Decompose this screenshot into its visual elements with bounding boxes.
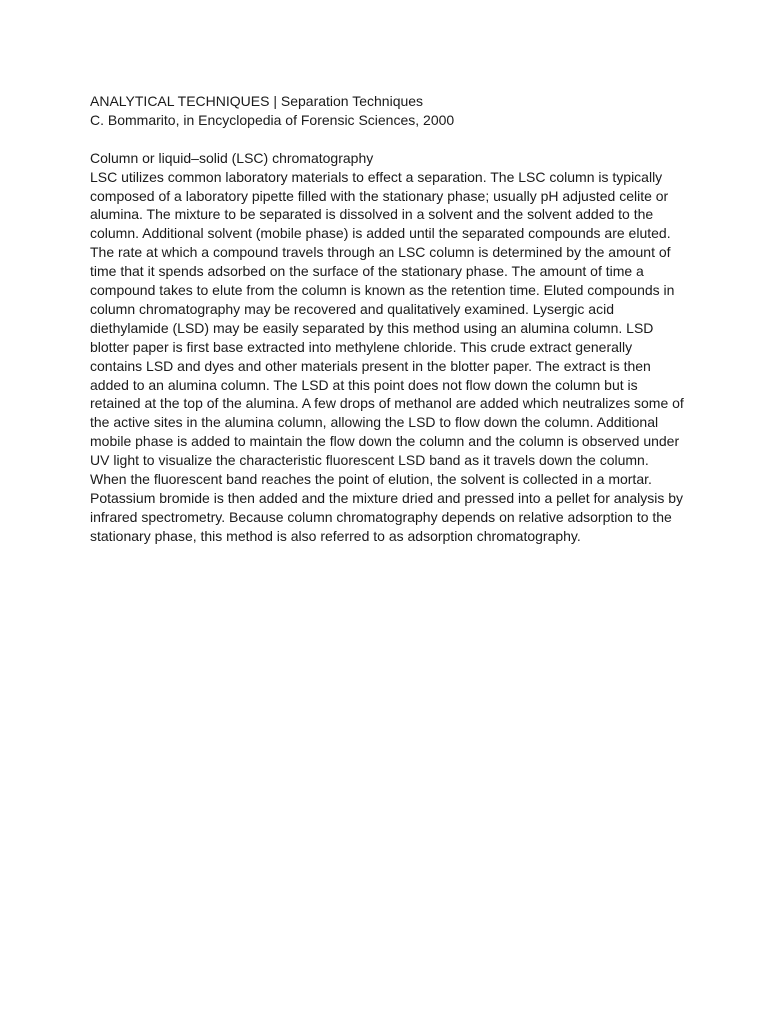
- body-line: column chromatography may be recovered and qualitatively examined. Lysergic acid: [90, 300, 614, 317]
- body-line: compound takes to elute from the column is known as the retention time. Eluted compounds in: [90, 282, 675, 299]
- document-page: [90, 92, 690, 546]
- body-line: the active sites in the alumina column, allowing the LSD to flow down the column. Additional: [90, 414, 659, 431]
- body-line: stationary phase, this method is also referred to as adsorption chromatography.: [90, 527, 581, 544]
- body-line: alumina. The mixture to be separated is dissolved in a solvent and the solvent added to the: [90, 206, 654, 223]
- body-line: time that it spends adsorbed on the surface of the stationary phase. The amount of time a: [90, 263, 644, 280]
- body-line: infrared spectrometry. Because column chromatography depends on relative adsorption to the: [90, 508, 672, 525]
- body-line: added to an alumina column. The LSD at this point does not flow down the column but is: [90, 376, 638, 393]
- body-line: contains LSD and dyes and other materials present in the blotter paper. The extract is then: [90, 357, 651, 374]
- document-citation: C. Bommarito, in Encyclopedia of Forensic Sciences, 2000: [90, 111, 455, 128]
- body-line: Potassium bromide is then added and the mixture dried and pressed into a pellet for analysis by: [90, 490, 684, 507]
- body-line: mobile phase is added to maintain the flow down the column and the column is observed under: [90, 433, 680, 450]
- body-line: retained at the top of the alumina. A few drops of methanol are added which neutralizes some of: [90, 395, 684, 412]
- body-line: composed of a laboratory pipette filled with the stationary phase; usually pH adjusted celite or: [90, 187, 669, 204]
- body-line: blotter paper is first base extracted into methylene chloride. This crude extract generally: [90, 338, 633, 355]
- body-line: When the fluorescent band reaches the point of elution, the solvent is collected in a mortar.: [90, 471, 652, 488]
- body-line: The rate at which a compound travels through an LSC column is determined by the amount of: [90, 244, 671, 261]
- body-line: UV light to visualize the characteristic fluorescent LSD band as it travels down the column.: [90, 452, 649, 469]
- body-line: diethylamide (LSD) may be easily separated by this method using an alumina column. LSD: [90, 319, 654, 336]
- document-title: ANALYTICAL TECHNIQUES | Separation Techniques: [90, 93, 424, 109]
- section-heading: Column or liquid–solid (LSC) chromatography: [90, 149, 374, 166]
- section-body: [90, 168, 690, 546]
- body-line: LSC utilizes common laboratory materials to effect a separation. The LSC column is typically: [90, 168, 663, 185]
- spacer: [90, 130, 690, 149]
- body-line: column. Additional solvent (mobile phase) is added until the separated compounds are eluted.: [90, 225, 671, 242]
